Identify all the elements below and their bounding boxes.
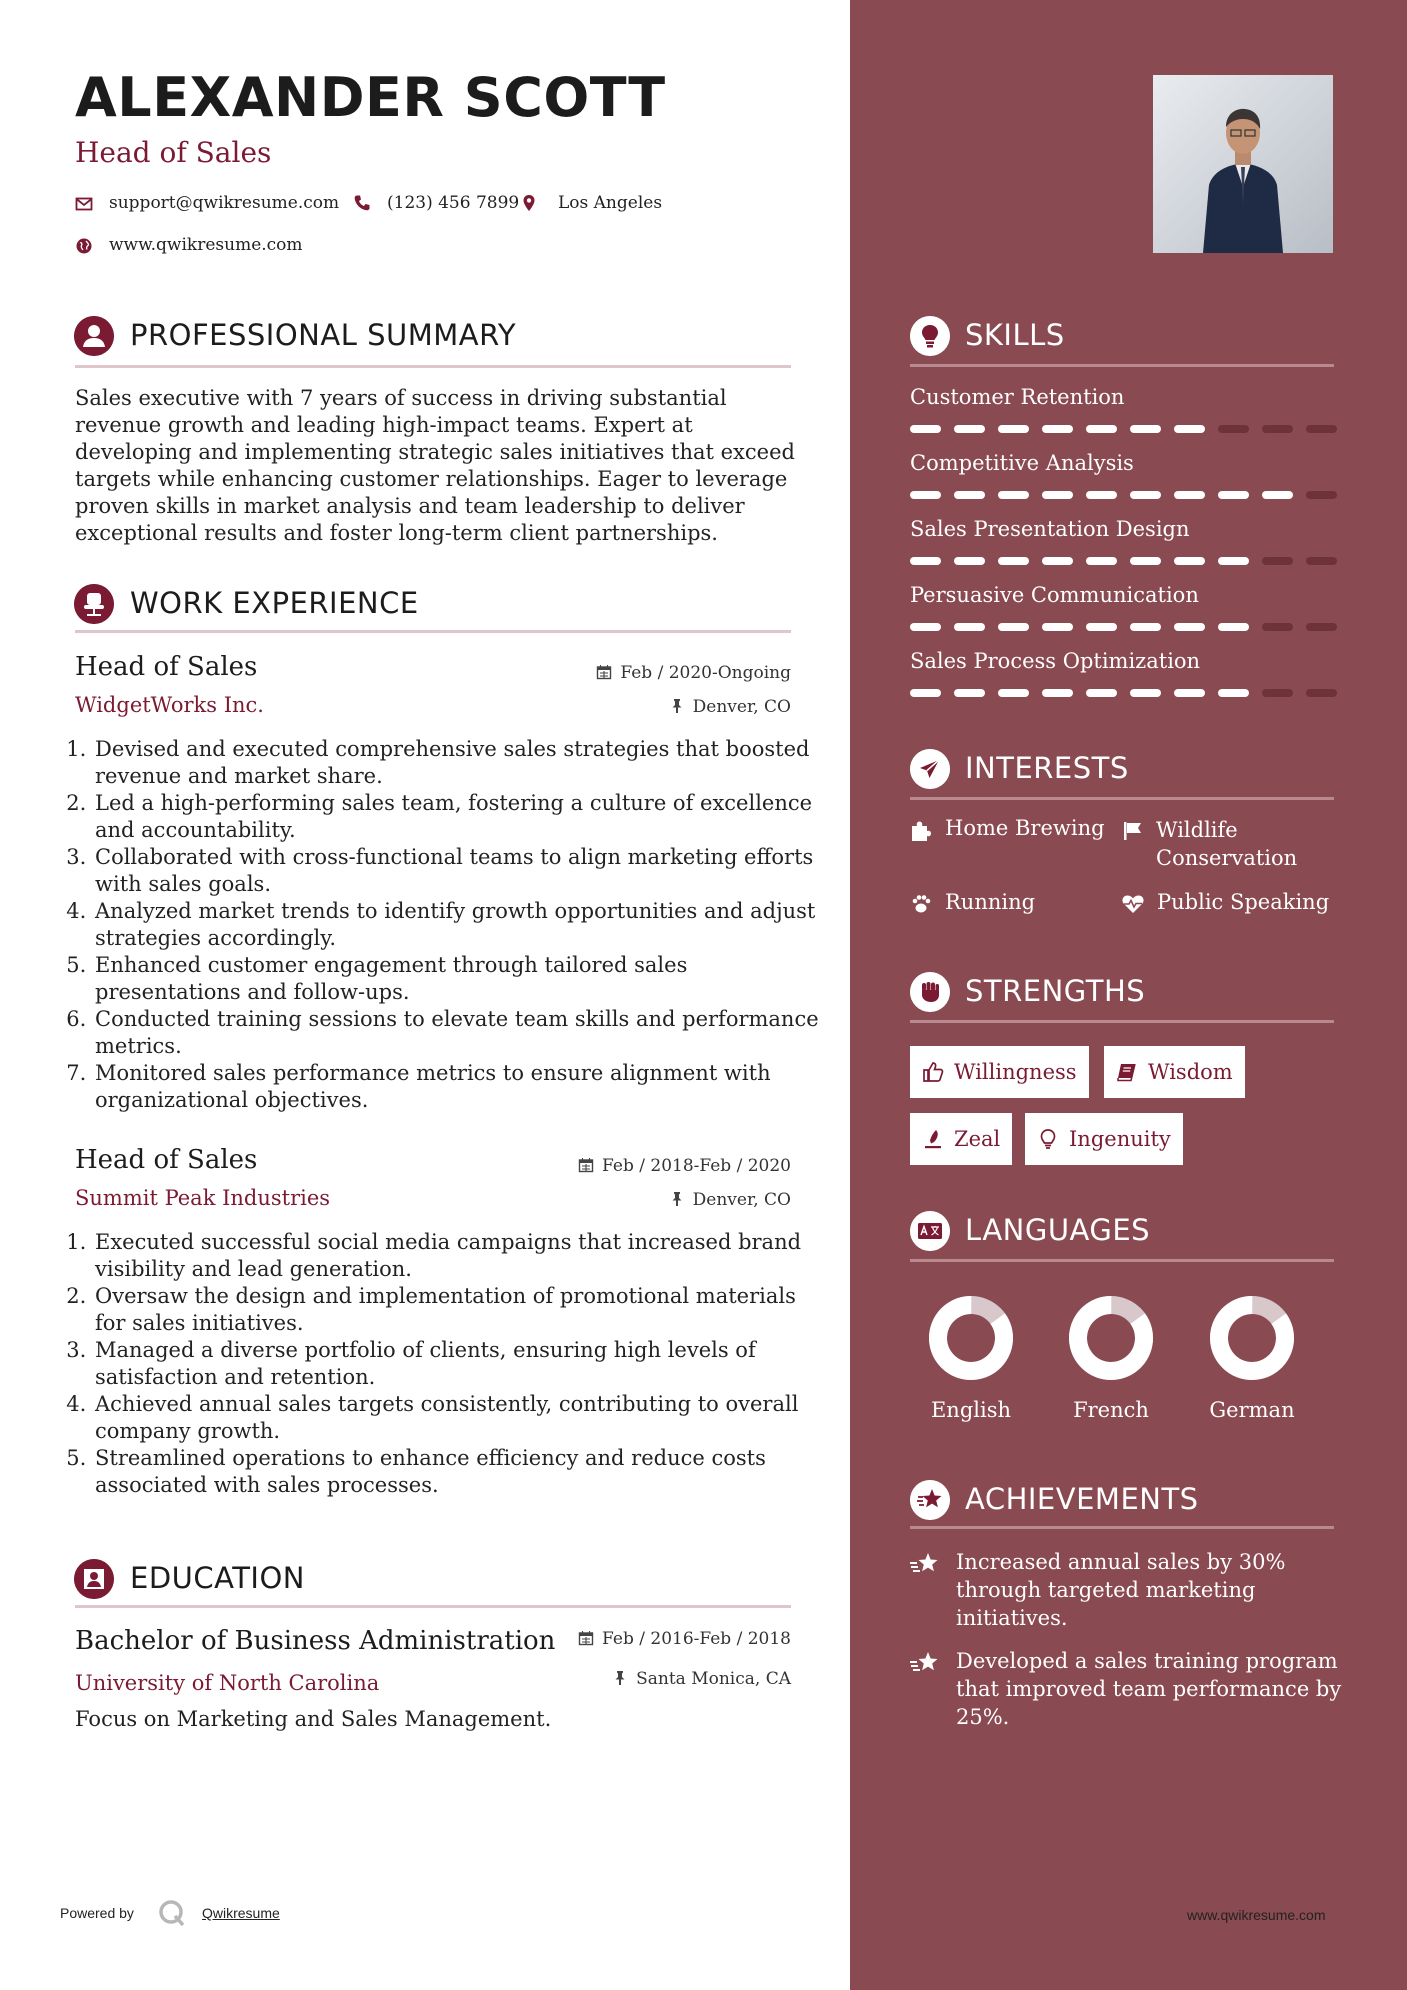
skill-level-segment <box>910 557 941 565</box>
interest-label: Home Brewing <box>945 816 1105 840</box>
skill-level-segment <box>954 491 985 499</box>
skill-level-segment <box>998 623 1029 631</box>
job-title: Head of Sales <box>75 1145 258 1175</box>
star-badge-icon <box>910 1480 950 1520</box>
candidate-name: ALEXANDER SCOTT <box>75 66 666 129</box>
experience-heading: WORK EXPERIENCE <box>130 586 419 620</box>
job-duties-list <box>73 736 823 1114</box>
list-item: 1. Executed successful social media campaigns that increased brand visibility and lead generation. <box>93 1229 823 1283</box>
skill-level-segment <box>954 425 985 433</box>
skill-level-segment <box>1086 491 1117 499</box>
school-name: University of North Carolina <box>75 1671 380 1695</box>
interests-divider <box>910 797 1334 800</box>
thumbs-up-icon <box>922 1061 944 1083</box>
skill-level-segment <box>1086 623 1117 631</box>
skill-level-segment <box>1306 491 1337 499</box>
job-location-text: Denver, CO <box>692 697 791 717</box>
pen-icon <box>922 1128 944 1150</box>
strength-label: Ingenuity <box>1069 1127 1171 1151</box>
skill-level-segment <box>954 557 985 565</box>
languages-divider <box>910 1259 1334 1262</box>
skill-level-bar <box>910 425 1337 433</box>
skill-level-segment <box>1174 557 1205 565</box>
job-dates-text: Feb / 2020-Ongoing <box>620 663 791 683</box>
skill-level-segment <box>998 425 1029 433</box>
skill-name: Customer Retention <box>910 385 1125 409</box>
achievement-item: Developed a sales training program that improved team performance by 25%. <box>956 1649 1342 1729</box>
lightbulb-icon <box>1037 1128 1059 1150</box>
phone-number: (123) 456 7899 <box>387 193 520 213</box>
list-item: 4. Achieved annual sales targets consistently, contributing to overall company growth. <box>93 1391 823 1445</box>
flag-icon <box>1122 820 1144 842</box>
skill-level-segment <box>1042 623 1073 631</box>
job-title: Head of Sales <box>75 652 258 682</box>
job-location <box>669 697 791 717</box>
language-name: French <box>1073 1398 1149 1422</box>
skill-level-segment <box>1130 557 1161 565</box>
list-item: 1. Devised and executed comprehensive sales strategies that boosted revenue and market share. <box>93 736 823 790</box>
user-icon <box>74 316 114 356</box>
pushpin-icon <box>669 1191 685 1207</box>
company-name: WidgetWorks Inc. <box>75 693 264 717</box>
puzzle-icon <box>910 820 932 842</box>
list-item: 7. Monitored sales performance metrics to ensure alignment with organizational objectives. <box>93 1060 823 1114</box>
interest-label: Running <box>945 890 1036 914</box>
education-location-text: Santa Monica, CA <box>636 1669 791 1689</box>
skills-divider <box>910 364 1334 367</box>
location-text: Los Angeles <box>558 193 663 213</box>
skill-level-segment <box>910 425 941 433</box>
job-dates-text: Feb / 2018-Feb / 2020 <box>602 1156 791 1176</box>
skill-level-segment <box>1174 491 1205 499</box>
skill-level-segment <box>1042 491 1073 499</box>
education-divider <box>75 1605 791 1608</box>
skill-name: Persuasive Communication <box>910 583 1199 607</box>
skill-level-segment <box>1262 623 1293 631</box>
skill-level-segment <box>1306 689 1337 697</box>
achievement-item: Increased annual sales by 30% through targeted marketing initiatives. <box>956 1550 1286 1630</box>
education-location <box>612 1669 791 1689</box>
strength-label: Zeal <box>954 1127 1001 1151</box>
skills-heading: SKILLS <box>965 318 1065 352</box>
skill-level-segment <box>1306 623 1337 631</box>
skill-level-segment <box>954 689 985 697</box>
skill-level-bar <box>910 491 1337 499</box>
skill-level-segment <box>1174 425 1205 433</box>
skill-level-segment <box>1306 425 1337 433</box>
list-item: 2. Led a high-performing sales team, fostering a culture of excellence and accountability. <box>93 790 823 844</box>
calendar-icon <box>578 1630 594 1646</box>
qwikresume-logo-icon <box>157 1898 187 1928</box>
summary-divider <box>75 365 791 368</box>
skill-level-segment <box>998 491 1029 499</box>
phone-icon <box>353 194 371 212</box>
heartbeat-icon <box>1121 893 1145 915</box>
skill-name: Sales Process Optimization <box>910 649 1201 673</box>
job-location-text: Denver, CO <box>692 1190 791 1210</box>
skill-level-segment <box>910 623 941 631</box>
skill-level-segment <box>1262 689 1293 697</box>
skill-level-segment <box>1218 689 1249 697</box>
paw-icon <box>910 893 932 915</box>
shooting-star-icon <box>909 1650 941 1678</box>
strengths-divider <box>910 1020 1334 1023</box>
language-icon <box>910 1211 950 1251</box>
skill-name: Sales Presentation Design <box>910 517 1190 541</box>
list-item: 3. Managed a diverse portfolio of clients, ensuring high levels of satisfaction and retention. <box>93 1337 823 1391</box>
language-level-ring <box>1207 1293 1297 1383</box>
strength-tag <box>1104 1046 1245 1098</box>
list-item: 6. Conducted training sessions to elevate team skills and performance metrics. <box>93 1006 823 1060</box>
strength-tag <box>910 1113 1012 1165</box>
interest-label: Public Speaking <box>1157 890 1330 914</box>
education-dates <box>578 1629 791 1649</box>
strength-label: Wisdom <box>1148 1060 1233 1084</box>
email-link[interactable]: support@qwikresume.com <box>109 193 340 213</box>
job-dates <box>596 663 791 683</box>
book-icon <box>1116 1061 1138 1083</box>
language-ring-fill <box>1207 1293 1297 1383</box>
office-chair-icon <box>74 584 114 624</box>
skill-level-segment <box>1086 557 1117 565</box>
candidate-role: Head of Sales <box>75 136 272 169</box>
pushpin-icon <box>612 1670 628 1686</box>
skill-level-segment <box>910 491 941 499</box>
graduate-icon <box>74 1559 114 1599</box>
skill-level-segment <box>1218 623 1249 631</box>
language-name: English <box>930 1398 1012 1422</box>
map-marker-icon <box>520 194 538 212</box>
skill-level-segment <box>1042 425 1073 433</box>
envelope-icon <box>75 195 93 213</box>
education-focus: Focus on Marketing and Sales Management. <box>75 1707 552 1731</box>
skill-level-segment <box>1174 689 1205 697</box>
company-name: Summit Peak Industries <box>75 1186 331 1210</box>
skill-level-segment <box>1174 623 1205 631</box>
list-item: 5. Enhanced customer engagement through tailored sales presentations and follow-ups. <box>93 952 823 1006</box>
job-duties-list <box>73 1229 823 1499</box>
skill-level-segment <box>1218 425 1249 433</box>
skill-level-segment <box>954 623 985 631</box>
footer-site-link[interactable]: www.qwikresume.com <box>1187 1907 1326 1923</box>
skill-level-segment <box>1130 689 1161 697</box>
skill-level-segment <box>1086 689 1117 697</box>
languages-heading: LANGUAGES <box>965 1213 1151 1247</box>
globe-icon <box>75 237 93 255</box>
list-item: 2. Oversaw the design and implementation of promotional materials for sales initiatives. <box>93 1283 823 1337</box>
skill-level-segment <box>1130 491 1161 499</box>
list-item: 5. Streamlined operations to enhance efficiency and reduce costs associated with sales processes. <box>93 1445 823 1499</box>
skill-level-segment <box>1218 557 1249 565</box>
skill-level-segment <box>1042 689 1073 697</box>
strength-tag <box>1025 1113 1183 1165</box>
interests-heading: INTERESTS <box>965 751 1129 785</box>
job-location <box>669 1190 791 1210</box>
calendar-icon <box>578 1157 594 1173</box>
list-item: 4. Analyzed market trends to identify growth opportunities and adjust strategies accordingly. <box>93 898 823 952</box>
education-heading: EDUCATION <box>130 1561 306 1595</box>
skill-level-bar <box>910 689 1337 697</box>
skill-level-segment <box>1262 425 1293 433</box>
achievements-divider <box>910 1526 1334 1529</box>
skill-level-bar <box>910 557 1337 565</box>
skill-level-segment <box>910 689 941 697</box>
language-ring-fill <box>1066 1293 1156 1383</box>
summary-heading: PROFESSIONAL SUMMARY <box>130 318 517 352</box>
list-item: 3. Collaborated with cross-functional teams to align marketing efforts with sales goals. <box>93 844 823 898</box>
experience-divider <box>75 630 791 633</box>
education-dates-text: Feb / 2016-Feb / 2018 <box>602 1629 791 1649</box>
calendar-icon <box>596 664 612 680</box>
skill-name: Competitive Analysis <box>910 451 1134 475</box>
skill-level-segment <box>1306 557 1337 565</box>
degree-title: Bachelor of Business Administration <box>75 1626 556 1656</box>
qwikresume-link[interactable]: Qwikresume <box>202 1905 280 1921</box>
skill-level-segment <box>1262 557 1293 565</box>
language-level-ring <box>1066 1293 1156 1383</box>
skill-level-segment <box>1086 425 1117 433</box>
powered-by-text: Powered by <box>60 1905 134 1921</box>
strength-label: Willingness <box>954 1060 1077 1084</box>
achievements-heading: ACHIEVEMENTS <box>965 1482 1199 1516</box>
skill-level-segment <box>1042 557 1073 565</box>
skill-level-bar <box>910 623 1337 631</box>
language-ring-fill <box>926 1293 1016 1383</box>
skill-level-segment <box>998 689 1029 697</box>
shooting-star-icon <box>909 1551 941 1579</box>
paper-plane-icon <box>910 749 950 789</box>
fist-icon <box>910 972 950 1012</box>
skill-level-segment <box>1130 425 1161 433</box>
skill-level-segment <box>998 557 1029 565</box>
language-level-ring <box>926 1293 1016 1383</box>
skill-level-segment <box>1218 491 1249 499</box>
strength-tag <box>910 1046 1089 1098</box>
lightbulb-icon <box>910 316 950 356</box>
pushpin-icon <box>669 698 685 714</box>
skill-level-segment <box>1262 491 1293 499</box>
skill-level-segment <box>1130 623 1161 631</box>
profile-photo <box>1153 75 1333 253</box>
strengths-heading: STRENGTHS <box>965 974 1146 1008</box>
language-name: German <box>1209 1398 1295 1422</box>
summary-text: Sales executive with 7 years of success in driving substantial revenue growth and leading high-impact teams. Expert at developing and implementing strategic sales initiatives that exceed targets while enhancing customer relationships. Eager to leverage proven skills in market analysis and team leadership to deliver exceptional results and foster long-term client partnerships. <box>75 386 795 545</box>
job-dates <box>578 1156 791 1176</box>
website-link[interactable]: www.qwikresume.com <box>109 235 303 255</box>
interest-label: Wildlife Conservation <box>1156 818 1298 870</box>
